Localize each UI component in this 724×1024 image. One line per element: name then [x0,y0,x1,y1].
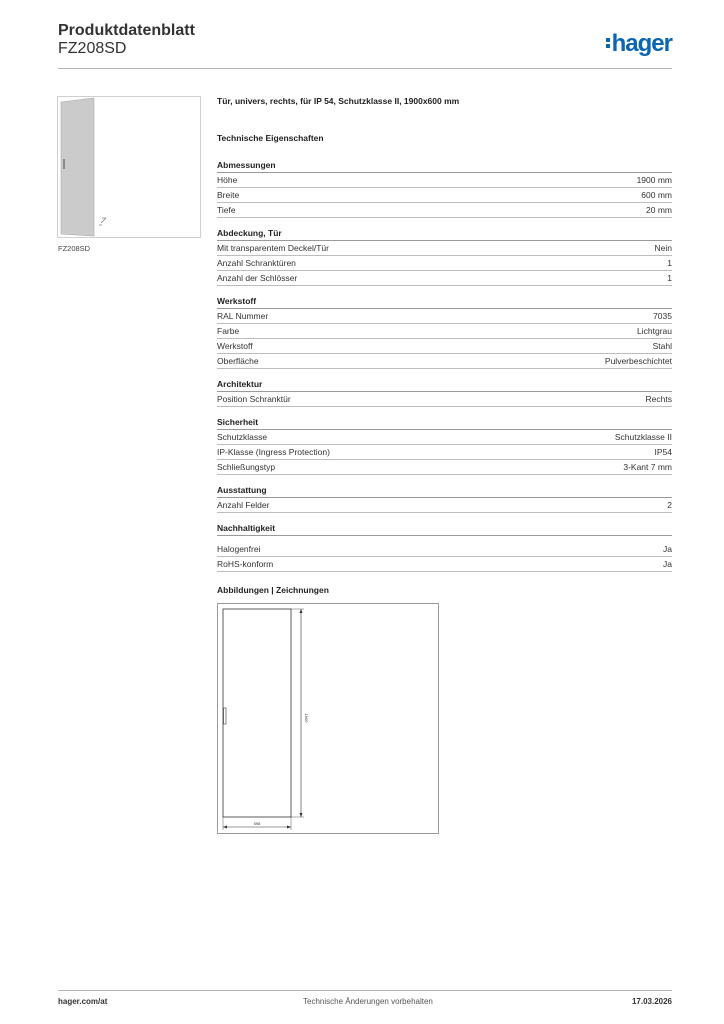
logo-text: hager [611,30,672,57]
dimension-height-label: 1900 [304,713,309,723]
footer-date: 17.03.2026 [631,997,672,1006]
spec-label: Mit transparentem Deckel/Tür [217,243,329,253]
product-description: Tür, univers, rechts, für IP 54, Schutzklasse II, 1900x600 mm [217,96,460,106]
spec-row [217,354,672,369]
spec-value: Ja [663,559,672,569]
spec-value: 3-Kant 7 mm [623,462,672,472]
spec-value: Stahl [652,341,672,351]
footer-disclaimer: Technische Änderungen vorbehalten [303,997,433,1006]
spec-label: RoHS-konform [217,559,274,569]
spec-row [217,241,672,256]
spec-row [217,460,672,475]
spec-row [217,498,672,513]
spec-section [217,227,672,286]
dimension-width-label: 598 [253,821,261,826]
spec-label: Schutzklasse [217,432,268,442]
door-panel-icon [58,97,200,237]
section-title: Nachhaltigkeit [217,522,672,536]
spec-value: 1 [667,273,672,283]
spec-row [217,392,672,407]
document-title: Produktdatenblatt [58,22,195,39]
spec-label: Oberfläche [217,356,259,366]
spec-section [217,295,672,369]
spec-sections [217,159,672,572]
spec-value: Nein [654,243,672,253]
spec-label: Anzahl der Schlösser [217,273,298,283]
product-code: FZ208SD [58,40,127,57]
section-title: Sicherheit [217,416,672,430]
spec-row [217,173,672,188]
figures-title: Abbildungen | Zeichnungen [217,585,329,595]
spec-label: RAL Nummer [217,311,269,321]
spec-label: IP-Klasse (Ingress Protection) [217,447,330,457]
spec-label: Farbe [217,326,240,336]
section-title: Ausstattung [217,484,672,498]
spec-label: Werkstoff [217,341,253,351]
spec-value: 1900 mm [636,175,672,185]
spec-label: Halogenfrei [217,544,261,554]
logo-dots-icon [606,36,610,50]
spec-value: Pulverbeschichtet [604,356,672,366]
spec-label: Breite [217,190,240,200]
spec-row [217,309,672,324]
spec-value: Schutzklasse II [614,432,672,442]
spec-row [217,430,672,445]
header-divider [58,68,672,69]
hager-logo[interactable] [606,30,672,58]
spec-value: Ja [663,544,672,554]
footer-website-link[interactable]: hager.com/at [58,997,108,1006]
spec-row [217,542,672,557]
tech-heading: Technische Eigenschaften [217,133,324,143]
spec-row [217,203,672,218]
spec-label: Anzahl Felder [217,500,270,510]
spec-row [217,256,672,271]
section-title: Abmessungen [217,159,672,173]
spec-value: 600 mm [641,190,672,200]
section-title: Werkstoff [217,295,672,309]
spec-content [217,92,672,595]
technical-drawing [217,603,439,834]
spec-label: Höhe [217,175,238,185]
spec-section [217,416,672,475]
section-title: Architektur [217,378,672,392]
spec-section [217,484,672,513]
spec-section [217,378,672,407]
footer-divider [58,990,672,991]
spec-label: Position Schranktür [217,394,291,404]
spec-section [217,159,672,218]
page-header [58,20,672,68]
section-title: Abdeckung, Tür [217,227,672,241]
spec-label: Anzahl Schranktüren [217,258,296,268]
spec-row [217,188,672,203]
spec-value: 2 [667,500,672,510]
spec-value: IP54 [654,447,672,457]
spec-row [217,339,672,354]
spec-section [217,522,672,572]
spec-value: 1 [667,258,672,268]
spec-value: Lichtgrau [637,326,672,336]
spec-row [217,445,672,460]
spec-label: Tiefe [217,205,236,215]
product-image [57,96,201,238]
spec-label: Schließungstyp [217,462,276,472]
spec-value: 7035 [653,311,672,321]
image-caption: FZ208SD [58,244,91,253]
spec-row [217,271,672,286]
spec-value: Rechts [645,394,672,404]
spec-value: 20 mm [646,205,672,215]
spec-row [217,324,672,339]
door-drawing-icon [218,604,438,833]
spec-row [217,557,672,572]
